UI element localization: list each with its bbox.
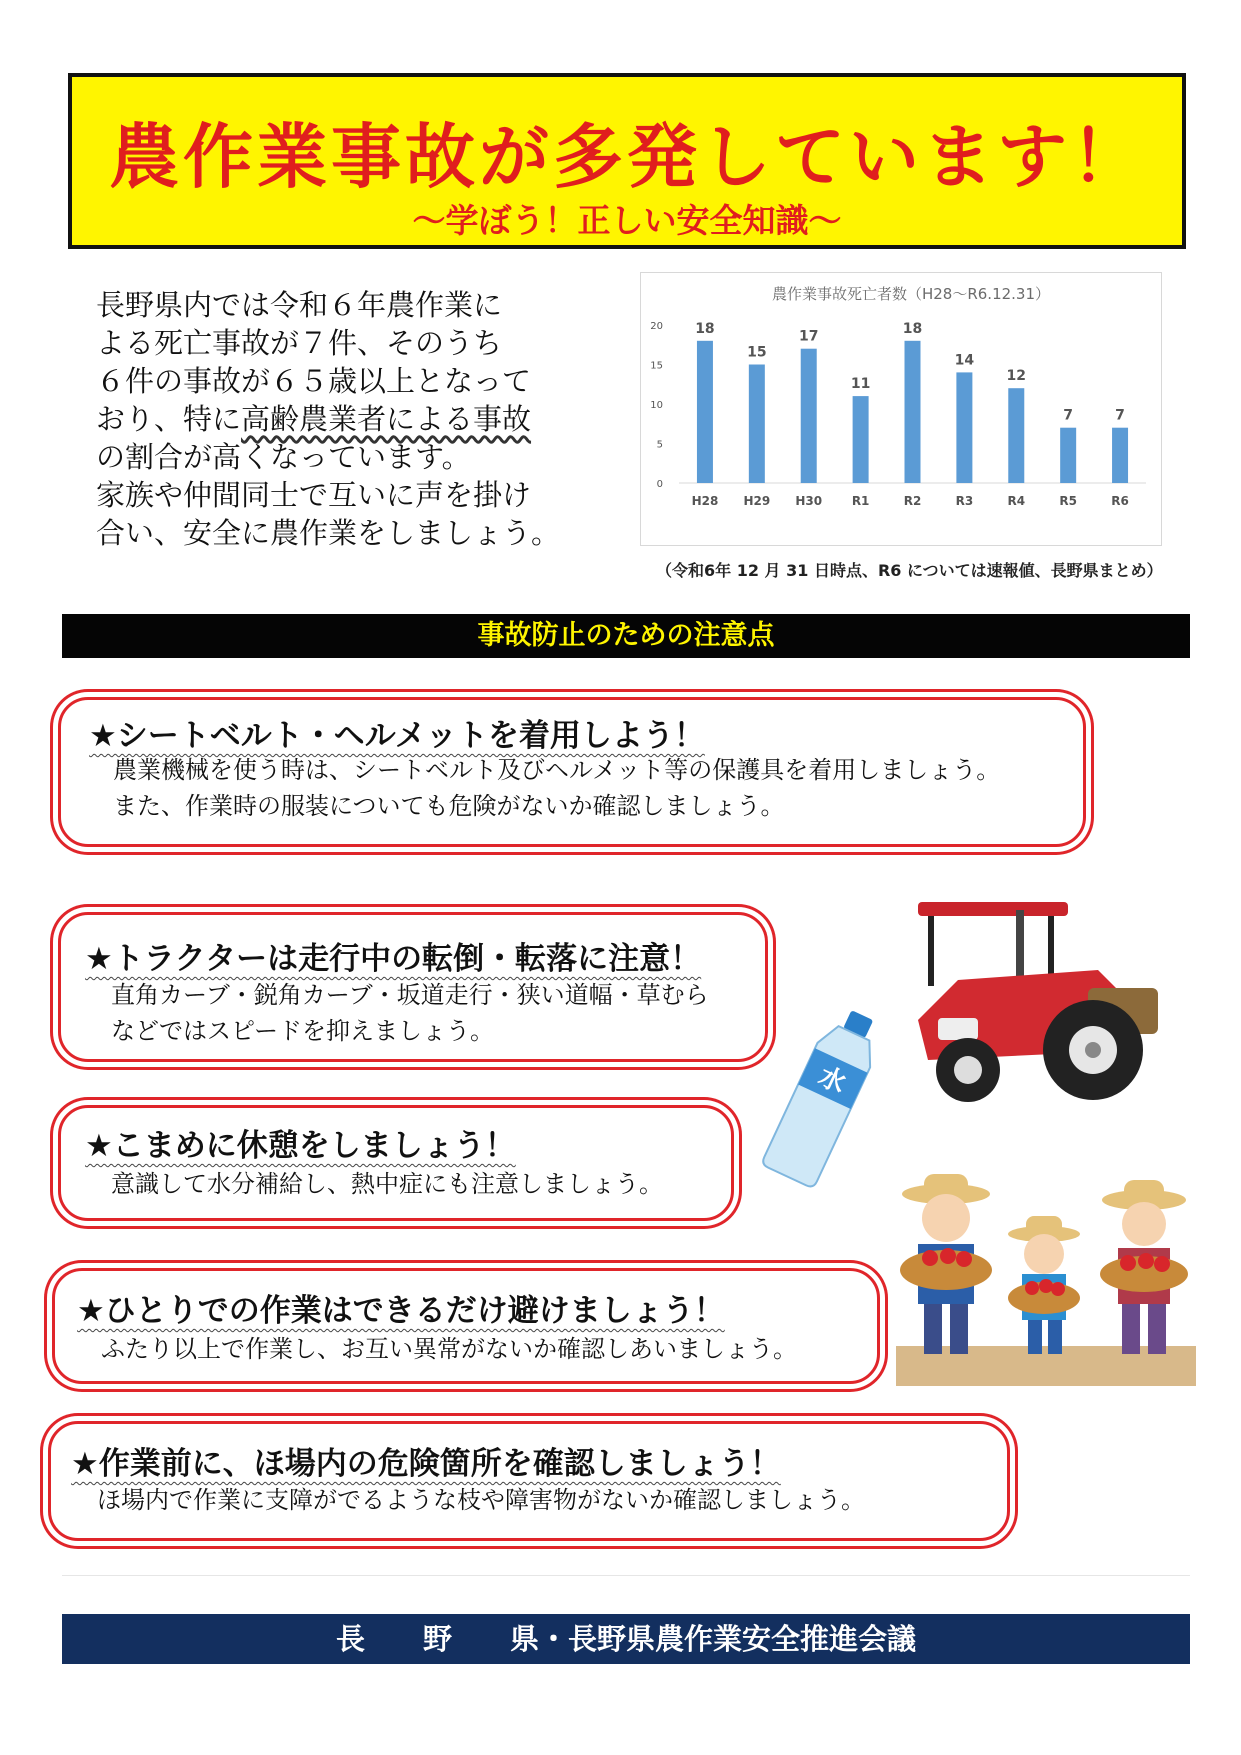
x-tick-label: R2	[903, 494, 922, 508]
tip-line: ふたり以上で作業し、お互い異常がないか確認しあいましょう。	[101, 1335, 797, 1363]
chart-title: 農作業事故死亡者数（H28～R6.12.31）	[771, 285, 1051, 303]
bar-R4	[1008, 388, 1024, 483]
tip-body	[111, 977, 709, 1049]
tip-body	[101, 1331, 797, 1367]
bar-value-label: 12	[1006, 368, 1027, 385]
x-tick-label: R1	[851, 494, 870, 508]
section-heading: 事故防止のための注意点	[62, 614, 1190, 658]
fatality-chart	[640, 272, 1162, 546]
tip-line: また、作業時の服装についても危険がないか確認しましょう。	[113, 792, 785, 820]
tip-line: 農業機械を使う時は、シートベルト及びヘルメット等の保護具を着用しましょう。	[113, 756, 1001, 784]
tip-line: 直角カーブ・鋭角カーブ・坂道走行・狭い道幅・草むら	[111, 981, 709, 1009]
bar-R5	[1060, 428, 1076, 483]
tip-card-rest	[58, 1105, 734, 1221]
tip-card-alone	[52, 1268, 880, 1384]
tip-card-field-check	[48, 1421, 1010, 1541]
intro-line: 合い、安全に農作業をしましょう。	[96, 516, 561, 550]
tip-line: 意識して水分補給し、熱中症にも注意しましょう。	[111, 1170, 663, 1198]
tip-line: ほ場内で作業に支障がでるような枝や障害物がないか確認しましょう。	[97, 1486, 865, 1514]
x-tick-label: H28	[691, 494, 719, 508]
tip-body	[113, 752, 1000, 824]
y-tick-label: 5	[656, 439, 663, 451]
tip-body	[97, 1482, 865, 1518]
tip-line: などではスピードを抑えましょう。	[111, 1017, 495, 1045]
intro-line: ６件の事故が６５歳以上となって	[96, 364, 532, 398]
x-tick-label: H29	[743, 494, 771, 508]
intro-emphasis: 高齢農業者による事故	[241, 402, 532, 436]
y-tick-label: 10	[650, 400, 663, 411]
bar-value-label: 18	[695, 320, 715, 337]
tip-title: ★こまめに休憩をしましょう！	[85, 1128, 516, 1164]
x-tick-label: R4	[1007, 494, 1026, 508]
bar-value-label: 15	[747, 344, 767, 361]
bar-R1	[853, 396, 869, 483]
y-tick-label: 15	[650, 360, 663, 372]
y-tick-label: 0	[656, 479, 663, 490]
footer-divider	[62, 1575, 1190, 1576]
tip-body	[111, 1166, 663, 1202]
page-title: 農作業事故が多発しています！	[109, 116, 1145, 198]
farmers-illustration	[896, 1166, 1196, 1386]
header-banner	[68, 73, 1186, 249]
x-tick-label: R6	[1111, 494, 1129, 508]
intro-line-prefix: おり、特に	[96, 402, 242, 436]
chart-source-note: （令和6年 12 月 31 日時点、R6 については速報値、長野県まとめ）	[656, 561, 1163, 580]
y-tick-label: 20	[650, 321, 663, 332]
bar-value-label: 7	[1063, 407, 1074, 424]
intro-text	[96, 286, 576, 552]
x-tick-label: H30	[795, 494, 823, 508]
bottle-label: 水	[813, 1061, 851, 1100]
bar-value-label: 7	[1115, 407, 1125, 424]
footer-organization: 長 野 県・長野県農作業安全推進会議	[62, 1614, 1190, 1664]
bar-H28	[697, 341, 713, 483]
water-bottle-illustration	[758, 1000, 888, 1190]
tip-card-seatbelt	[58, 697, 1086, 847]
page-subtitle: ～学ぼう！正しい安全知識～	[412, 201, 842, 240]
bar-value-label: 11	[850, 376, 871, 393]
bar-R2	[905, 341, 921, 483]
tip-title: ★シートベルト・ヘルメットを着用しよう！	[89, 718, 705, 754]
bar-value-label: 17	[798, 328, 819, 345]
tip-title: ★トラクターは走行中の転倒・転落に注意！	[85, 941, 702, 977]
bar-R3	[956, 372, 972, 483]
bar-H30	[801, 349, 817, 483]
x-tick-label: R5	[1059, 494, 1077, 508]
tractor-illustration	[898, 900, 1178, 1110]
tip-card-tractor	[58, 912, 768, 1062]
bar-value-label: 18	[902, 320, 923, 337]
intro-line: 長野県内では令和６年農作業に	[96, 288, 503, 322]
intro-line: 家族や仲間同士で互いに声を掛け	[96, 478, 532, 512]
intro-line: よる死亡事故が７件、そのうち	[96, 326, 503, 360]
intro-line	[96, 400, 576, 438]
chart-svg	[641, 273, 1161, 545]
intro-line: の割合が高くなっています。	[96, 440, 471, 474]
bar-value-label: 14	[954, 352, 975, 369]
bar-H29	[749, 365, 765, 484]
x-tick-label: R3	[955, 494, 974, 508]
tip-title: ★作業前に、ほ場内の危険箇所を確認しましょう！	[71, 1446, 781, 1482]
tip-title: ★ひとりでの作業はできるだけ避けましょう！	[77, 1293, 725, 1329]
bar-R6	[1112, 428, 1128, 483]
